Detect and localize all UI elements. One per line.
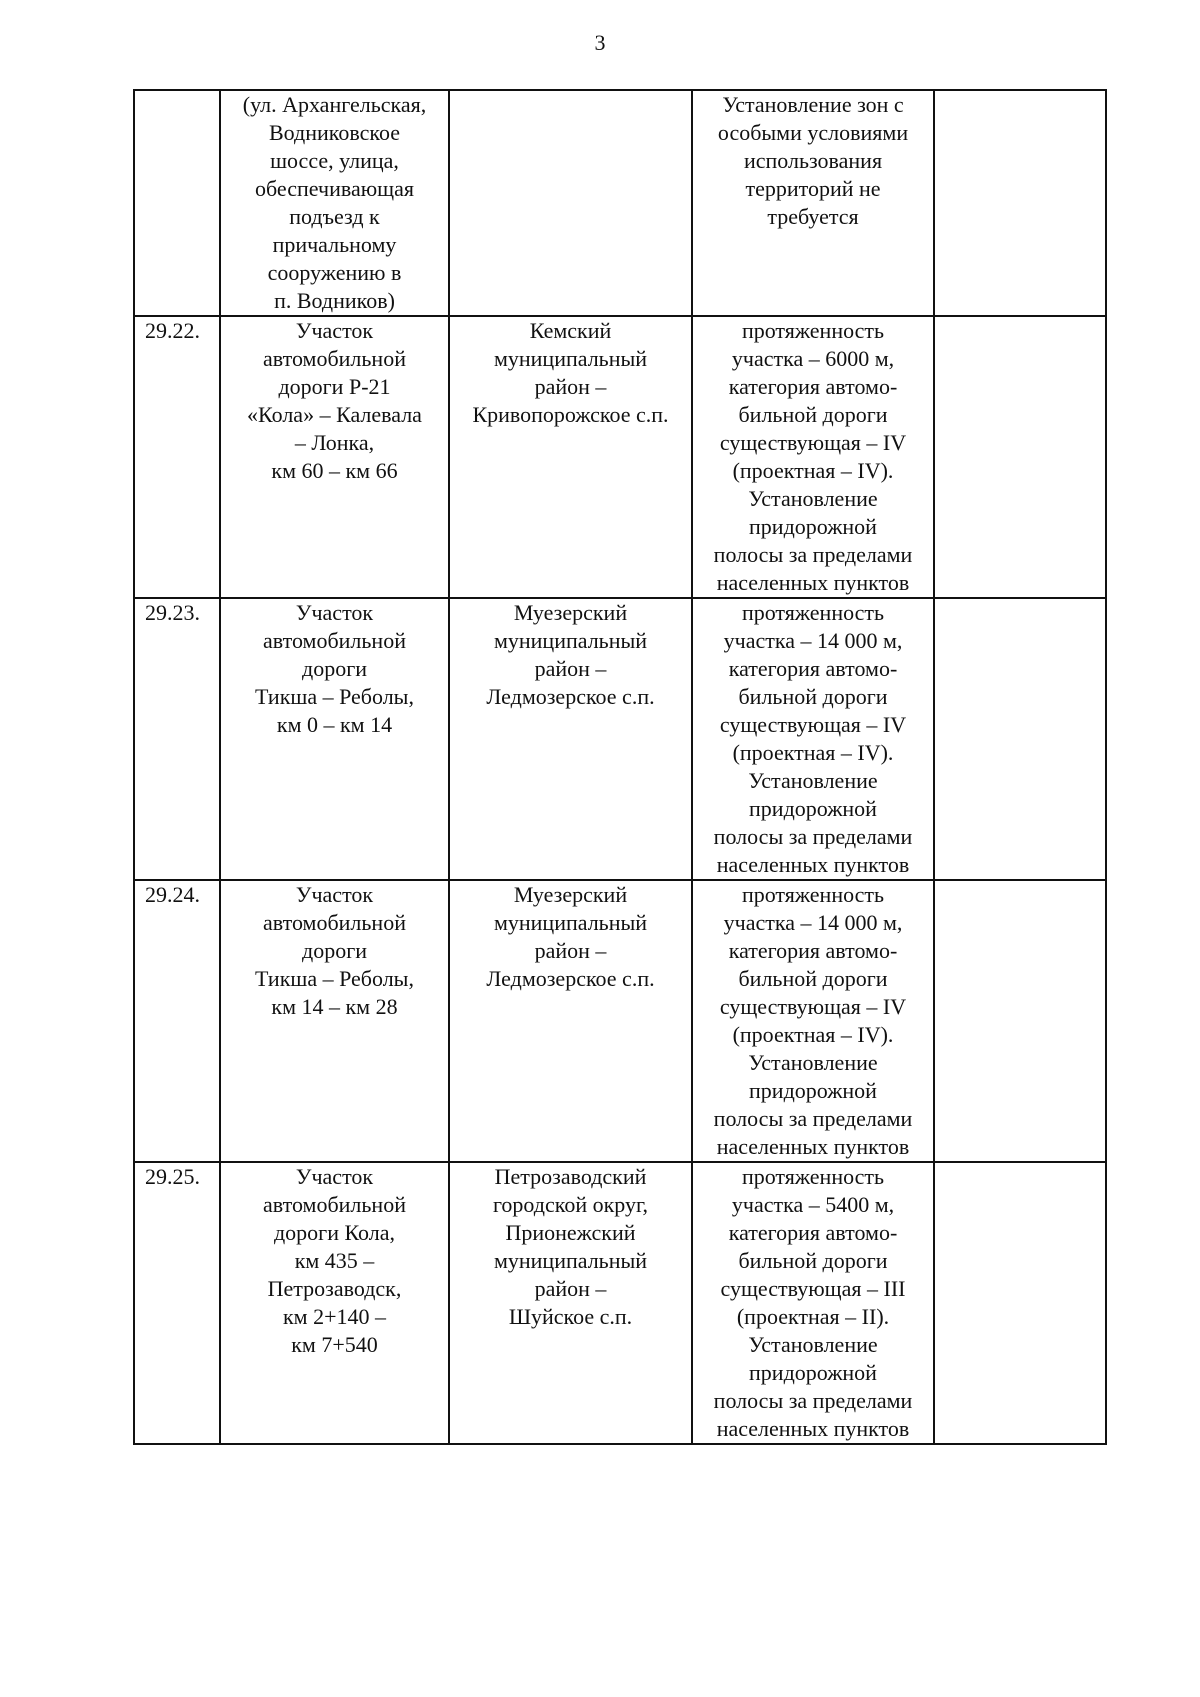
table-row	[134, 1162, 1106, 1444]
row-number-cell	[134, 90, 220, 316]
page-number: 3	[594, 30, 606, 55]
extra-cell	[934, 316, 1106, 598]
row-number-cell: 29.23.	[134, 598, 220, 880]
location-cell	[449, 90, 692, 316]
characteristics-cell: протяженность участка – 14 000 м, категория автомо- бильной дороги существующая – IV (проектная – IV). Установление придорожной полосы за пределами населенных пунктов	[692, 598, 934, 880]
table-row	[134, 90, 1106, 316]
table-row	[134, 598, 1106, 880]
row-number-cell: 29.24.	[134, 880, 220, 1162]
row-number-cell: 29.22.	[134, 316, 220, 598]
location-cell: Муезерский муниципальный район – Ледмозерское с.п.	[449, 880, 692, 1162]
object-cell: Участок автомобильной дороги Тикша – Реболы, км 0 – км 14	[220, 598, 449, 880]
extra-cell	[934, 90, 1106, 316]
table-row	[134, 880, 1106, 1162]
object-cell: Участок автомобильной дороги Тикша – Реболы, км 14 – км 28	[220, 880, 449, 1162]
object-cell: Участок автомобильной дороги Кола, км 435 – Петрозаводск, км 2+140 – км 7+540	[220, 1162, 449, 1444]
object-cell: Участок автомобильной дороги Р-21 «Кола» – Калевала – Лонка, км 60 – км 66	[220, 316, 449, 598]
location-cell: Петрозаводский городской округ, Прионежский муниципальный район – Шуйское с.п.	[449, 1162, 692, 1444]
characteristics-cell: Установление зон с особыми условиями использования территорий не требуется	[692, 90, 934, 316]
extra-cell	[934, 880, 1106, 1162]
table-row	[134, 316, 1106, 598]
document-table	[133, 89, 1107, 1445]
row-number-cell: 29.25.	[134, 1162, 220, 1444]
location-cell: Муезерский муниципальный район – Ледмозерское с.п.	[449, 598, 692, 880]
extra-cell	[934, 1162, 1106, 1444]
location-cell: Кемский муниципальный район – Кривопорожское с.п.	[449, 316, 692, 598]
characteristics-cell: протяженность участка – 5400 м, категория автомо- бильной дороги существующая – III (проектная – II). Установление придорожной полосы за пределами населенных пунктов	[692, 1162, 934, 1444]
characteristics-cell: протяженность участка – 14 000 м, категория автомо- бильной дороги существующая – IV (проектная – IV). Установление придорожной полосы за пределами населенных пунктов	[692, 880, 934, 1162]
object-cell: (ул. Архангельская, Водниковское шоссе, улица, обеспечивающая подъезд к причальному сооружению в п. Водников)	[220, 90, 449, 316]
characteristics-cell: протяженность участка – 6000 м, категория автомо- бильной дороги существующая – IV (проектная – IV). Установление придорожной полосы за пределами населенных пунктов	[692, 316, 934, 598]
extra-cell	[934, 598, 1106, 880]
